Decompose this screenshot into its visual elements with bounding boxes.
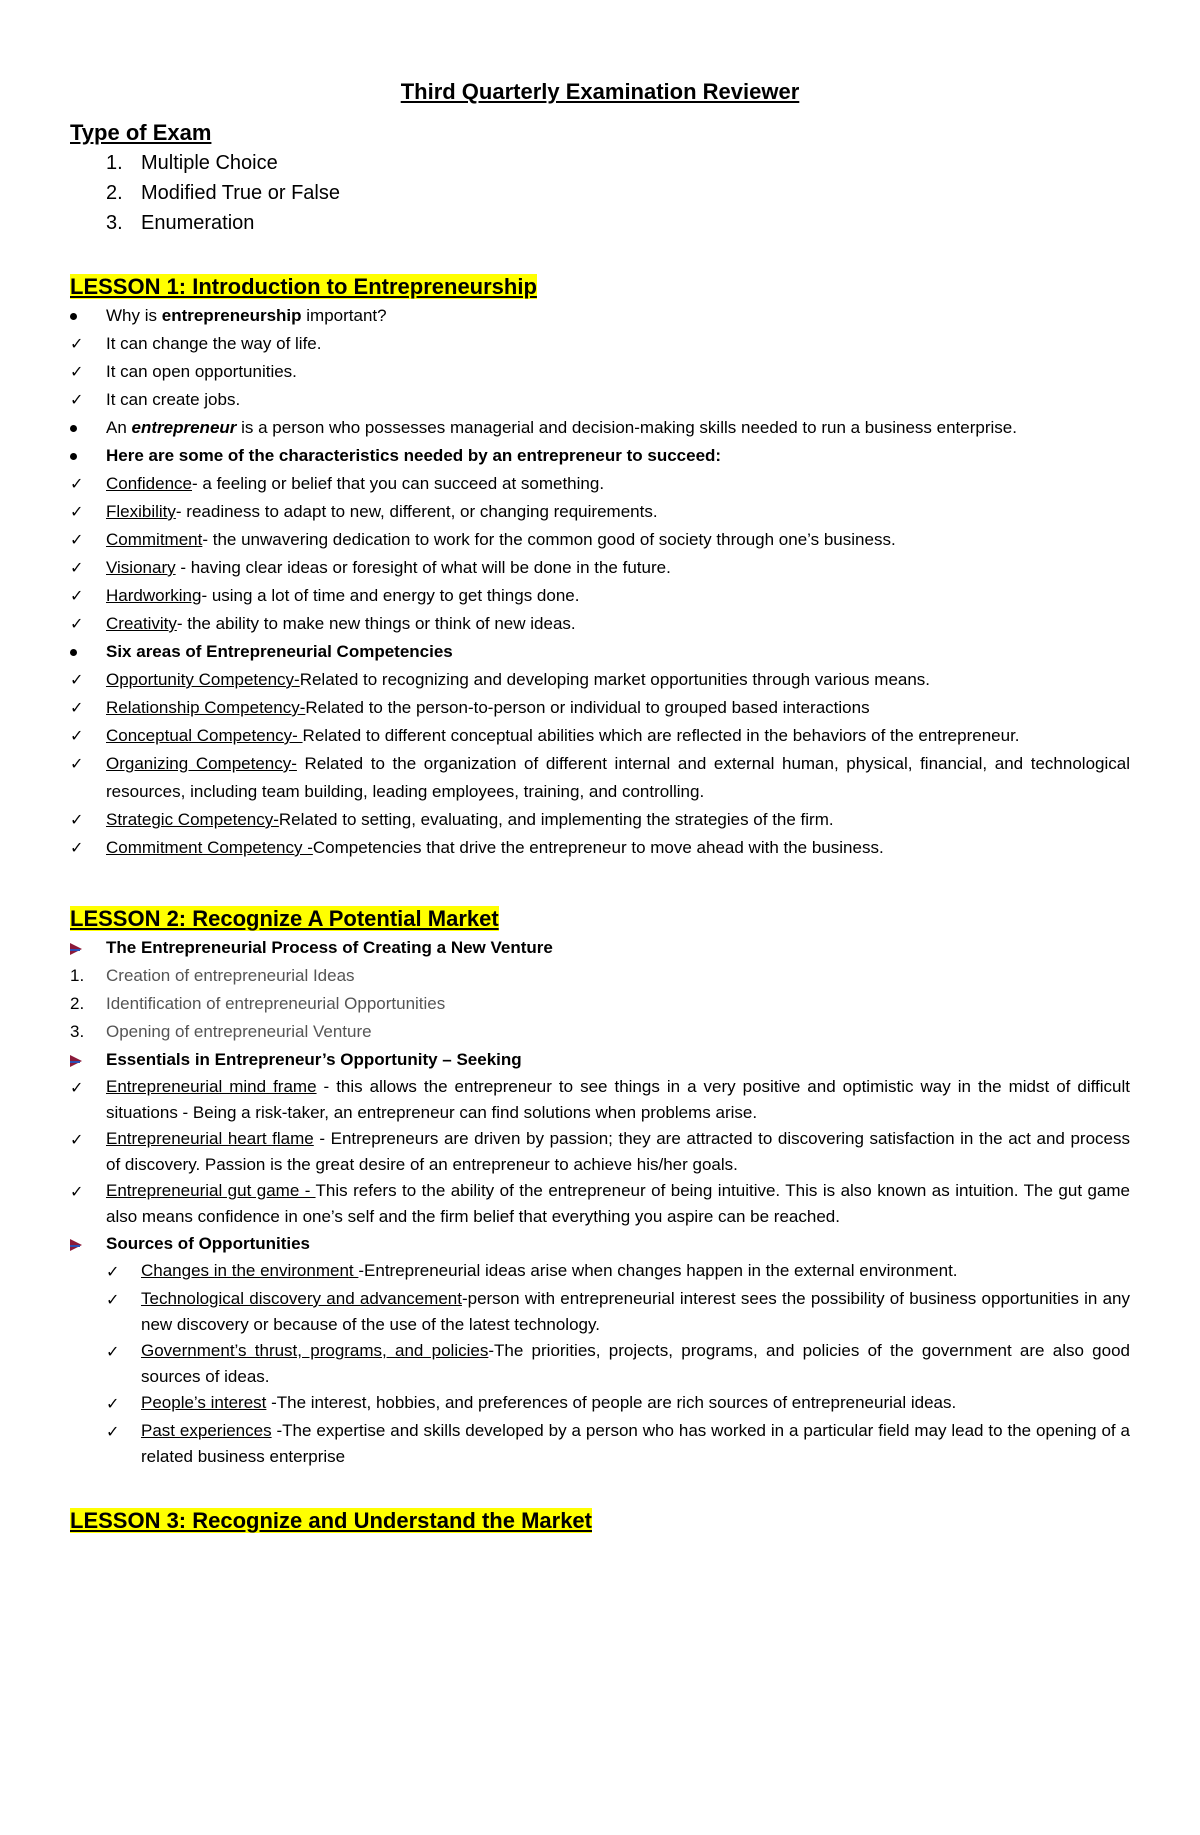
- list-item: ✓ Flexibility- readiness to adapt to new, different, or changing requirements.: [70, 502, 658, 521]
- list-item: ✓ Entrepreneurial heart flame - Entrepreneurs are driven by passion; they are attracted to discovering satisfaction in the act and process of discovery. Passion is the great desire of an entrepreneur to achieve his/her goals.: [70, 1129, 1130, 1174]
- lesson-1-heading: LESSON 1: Introduction to Entrepreneurship: [70, 274, 537, 299]
- list-item: ✓ Government’s thrust, programs, and policies-The priorities, projects, programs, and policies of the government are also good sources of ideas.: [106, 1341, 1130, 1386]
- lesson-3-heading: LESSON 3: Recognize and Understand the Market: [70, 1508, 592, 1533]
- list-item: Here are some of the characteristics needed by an entrepreneur to succeed:: [70, 442, 1130, 470]
- lesson-2-heading: LESSON 2: Recognize A Potential Market: [70, 906, 499, 931]
- bullet-icon: [70, 313, 77, 320]
- checkmark-icon: ✓: [70, 530, 84, 549]
- checkmark-icon: ✓: [70, 502, 84, 521]
- list-item: An entrepreneur is a person who possesses managerial and decision-making skills needed to run a business enterprise.: [70, 414, 1130, 442]
- list-item: ✓ It can change the way of life.: [70, 334, 322, 353]
- checkmark-icon: ✓: [106, 1342, 120, 1361]
- list-item: 2. Identification of entrepreneurial Opportunities: [70, 994, 446, 1013]
- list-item: 1. Creation of entrepreneurial Ideas: [70, 966, 355, 985]
- arrow-bullet-icon: [70, 1239, 82, 1251]
- list-item: ✓ Relationship Competency-Related to the person-to-person or individual to grouped based interactions: [70, 698, 870, 717]
- list-item: ✓ Past experiences -The expertise and skills developed by a person who has worked in a particular field may lead to the opening of a related business enterprise: [106, 1421, 1130, 1466]
- list-item: ✓ Opportunity Competency-Related to recognizing and developing market opportunities through various means.: [70, 670, 931, 689]
- list-item: ✓ Conceptual Competency- Related to different conceptual abilities which are reflected in the behaviors of the entrepreneur.: [70, 726, 1020, 745]
- checkmark-icon: ✓: [70, 698, 84, 717]
- list-item: 3. Enumeration: [106, 212, 255, 234]
- checkmark-icon: ✓: [70, 390, 84, 409]
- checkmark-icon: ✓: [70, 726, 84, 745]
- list-item: ✓ Commitment Competency -Competencies that drive the entrepreneur to move ahead with the business.: [70, 838, 884, 857]
- checkmark-icon: ✓: [70, 586, 84, 605]
- list-item: Essentials in Entrepreneur’s Opportunity – Seeking: [70, 1046, 1130, 1074]
- list-item: ✓ Commitment- the unwavering dedication to work for the common good of society through one’s business.: [70, 530, 896, 549]
- lesson-1-content: [70, 302, 1130, 862]
- list-item: ✓ Technological discovery and advancement-person with entrepreneurial interest sees the possibility of business opportunities in any new discovery or because of the use of the latest technology.: [106, 1289, 1130, 1334]
- arrow-bullet-icon: [70, 1055, 82, 1067]
- lesson-2-content: [70, 934, 1130, 1470]
- list-item: 1. Multiple Choice: [106, 152, 278, 174]
- checkmark-icon: ✓: [70, 754, 84, 773]
- checkmark-icon: ✓: [70, 1078, 84, 1097]
- bullet-icon: [70, 425, 77, 432]
- list-item: ✓ Entrepreneurial mind frame - this allows the entrepreneur to see things in a very positive and optimistic way in the midst of difficult situations - Being a risk-taker, an entrepreneur can find solutions when problems arise.: [70, 1077, 1131, 1122]
- checkmark-icon: ✓: [70, 1130, 84, 1149]
- list-item: The Entrepreneurial Process of Creating a New Venture: [70, 934, 1130, 962]
- bullet-icon: [70, 453, 77, 460]
- checkmark-icon: ✓: [106, 1262, 120, 1281]
- list-item: 2. Modified True or False: [106, 182, 340, 204]
- list-item: ✓ Entrepreneurial gut game - This refers to the ability of the entrepreneur of being intuitive. This is also known as intuition. The gut game also means confidence in one’s self and the firm belief that everything you aspire can be reached.: [70, 1181, 1131, 1226]
- checkmark-icon: ✓: [70, 1182, 84, 1201]
- list-item: ✓ Creativity- the ability to make new things or think of new ideas.: [70, 614, 576, 633]
- list-item: ✓ It can create jobs.: [70, 390, 241, 409]
- list-item: Why is entrepreneurship important?: [70, 302, 1130, 330]
- checkmark-icon: ✓: [106, 1394, 120, 1413]
- checkmark-icon: ✓: [70, 838, 84, 857]
- list-item: Sources of Opportunities: [70, 1230, 1130, 1258]
- exam-type-heading: Type of Exam: [70, 120, 212, 145]
- list-item: ✓ Hardworking- using a lot of time and energy to get things done.: [70, 586, 580, 605]
- checkmark-icon: ✓: [70, 670, 84, 689]
- checkmark-icon: ✓: [70, 810, 84, 829]
- list-item: ✓ Strategic Competency-Related to setting, evaluating, and implementing the strategies of the firm.: [70, 810, 834, 829]
- list-item: ✓ Changes in the environment -Entrepreneurial ideas arise when changes happen in the external environment.: [106, 1261, 958, 1281]
- checkmark-icon: ✓: [106, 1290, 120, 1309]
- bullet-icon: [70, 649, 77, 656]
- arrow-bullet-icon: [70, 943, 82, 955]
- checkmark-icon: ✓: [70, 474, 84, 493]
- checkmark-icon: ✓: [70, 362, 84, 381]
- list-item: Six areas of Entrepreneurial Competencies: [70, 638, 1130, 666]
- list-item: ✓ People’s interest -The interest, hobbies, and preferences of people are rich sources of entrepreneurial ideas.: [106, 1393, 957, 1413]
- list-item: ✓ Visionary - having clear ideas or foresight of what will be done in the future.: [70, 558, 671, 577]
- document-title: Third Quarterly Examination Reviewer: [400, 79, 800, 104]
- exam-type-list: [70, 148, 1130, 238]
- checkmark-icon: ✓: [70, 558, 84, 577]
- checkmark-icon: ✓: [106, 1422, 120, 1441]
- list-item: ✓ Confidence- a feeling or belief that you can succeed at something.: [70, 474, 605, 493]
- checkmark-icon: ✓: [70, 614, 84, 633]
- list-item: ✓ It can open opportunities.: [70, 362, 297, 381]
- list-item: 3. Opening of entrepreneurial Venture: [70, 1022, 372, 1041]
- list-item: ✓ Organizing Competency- Related to the organization of different internal and external human, physical, financial, and technological resources, including team building, leading employees, training, and controlling.: [70, 754, 1130, 801]
- checkmark-icon: ✓: [70, 334, 84, 353]
